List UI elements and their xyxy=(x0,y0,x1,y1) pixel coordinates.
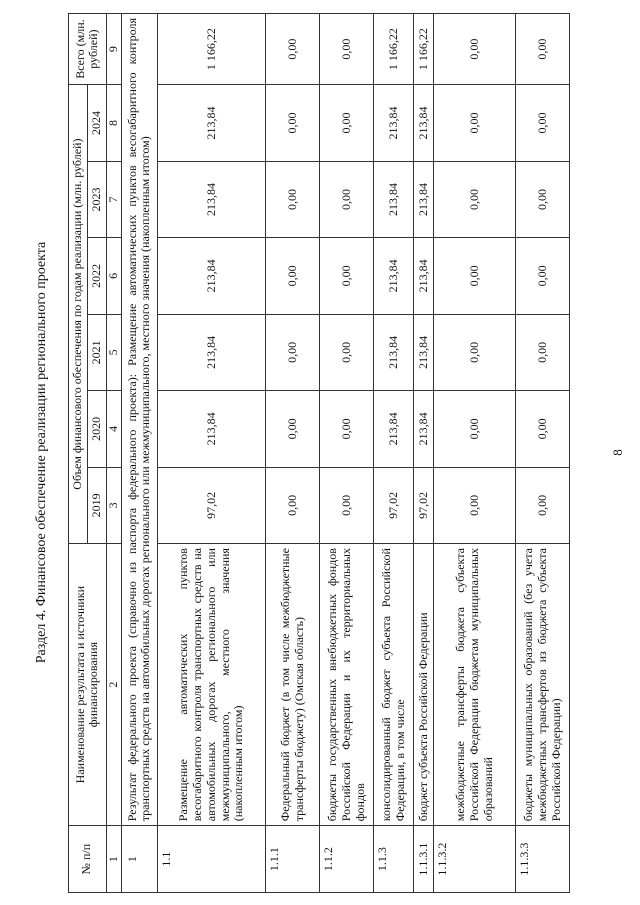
row-value: 0,00 xyxy=(516,391,570,467)
header-year: 2024 xyxy=(87,85,106,162)
row-index: 1.1 xyxy=(158,826,266,893)
row-value: 0,00 xyxy=(434,238,516,314)
row-value: 213,84 xyxy=(414,85,434,162)
row-index: 1.1.1 xyxy=(266,826,320,893)
row-total: 1 166,22 xyxy=(374,14,414,85)
financing-table xyxy=(68,13,570,893)
row-value: 0,00 xyxy=(320,85,374,162)
page-number: 8 xyxy=(610,449,625,456)
row-value: 0,00 xyxy=(434,391,516,467)
row-value: 0,00 xyxy=(266,161,320,237)
row-value: 0,00 xyxy=(516,85,570,162)
row-index: 1.1.3 xyxy=(374,826,414,893)
row-value: 0,00 xyxy=(320,161,374,237)
row-name: консолидированный бюджет субъекта Российской Федерации, в том числе xyxy=(374,544,414,826)
header-volume-group: Объем финансового обеспечения по годам реализации (млн. рублей) xyxy=(69,85,88,544)
federal-result-text: Результат федерального проекта (справочно из паспорта федерального проекта): Размещение автоматических пунктов весогабаритного контроля транспортных средств на автомобильных дорогах регионального или межмуниципального, местного значения (накопленным итогом) xyxy=(121,14,158,826)
row-value: 213,84 xyxy=(158,85,266,162)
row-value: 213,84 xyxy=(158,314,266,390)
table-row xyxy=(266,14,320,893)
row-value: 0,00 xyxy=(320,467,374,543)
row-value: 213,84 xyxy=(158,238,266,314)
header-index: № п/п xyxy=(69,826,107,893)
column-number: 6 xyxy=(106,238,121,314)
column-number: 7 xyxy=(106,161,121,237)
row-index: 1.1.3.2 xyxy=(434,826,516,893)
row-value: 213,84 xyxy=(414,161,434,237)
header-year: 2020 xyxy=(87,391,106,467)
row-value: 213,84 xyxy=(414,314,434,390)
row-name: Федеральный бюджет (в том числе межбюджетные трансферты бюджету) (Омская область) xyxy=(266,544,320,826)
row-value: 0,00 xyxy=(266,391,320,467)
column-number: 5 xyxy=(106,314,121,390)
row-value: 213,84 xyxy=(158,161,266,237)
row-value: 0,00 xyxy=(516,314,570,390)
row-total: 1 166,22 xyxy=(414,14,434,85)
row-value: 213,84 xyxy=(374,391,414,467)
row-total: 1 166,22 xyxy=(158,14,266,85)
row-value: 0,00 xyxy=(266,314,320,390)
row-name: бюджеты государственных внебюджетных фондов Российской Федерации и их территориальных фондов xyxy=(320,544,374,826)
row-value: 97,02 xyxy=(414,467,434,543)
row-value: 97,02 xyxy=(374,467,414,543)
table-row xyxy=(158,14,266,893)
column-number: 8 xyxy=(106,85,121,162)
row-value: 0,00 xyxy=(320,391,374,467)
header-name: Наименование результата и источники финансирования xyxy=(69,544,107,826)
table-row xyxy=(374,14,414,893)
row-value: 0,00 xyxy=(516,238,570,314)
column-number: 2 xyxy=(106,544,121,826)
row-value: 0,00 xyxy=(320,238,374,314)
row-name: межбюджетные трансферты бюджета субъекта Российской Федерации бюджетам муниципальных образований xyxy=(434,544,516,826)
row-value: 0,00 xyxy=(434,161,516,237)
row-value: 0,00 xyxy=(516,161,570,237)
column-number: 4 xyxy=(106,391,121,467)
row-value: 0,00 xyxy=(266,238,320,314)
row-value: 0,00 xyxy=(516,467,570,543)
header-total: Всего (млн. рублей) xyxy=(69,14,107,85)
row-total: 0,00 xyxy=(434,14,516,85)
row-name: бюджет субъекта Российской Федерации xyxy=(414,544,434,826)
row-total: 0,00 xyxy=(266,14,320,85)
row-name: бюджеты муниципальных образований (без учета межбюджетных трансфертов из бюджета субъекта Российской Федерации) xyxy=(516,544,570,826)
row-total: 0,00 xyxy=(320,14,374,85)
table-row xyxy=(434,14,516,893)
row-value: 97,02 xyxy=(158,467,266,543)
row-name: Размещение автоматических пунктов весогабаритного контроля транспортных средств на автомобильных дорогах регионального или межмуниципального, местного значения (накопленным итогом) xyxy=(158,544,266,826)
row-value: 213,84 xyxy=(414,391,434,467)
header-year: 2021 xyxy=(87,314,106,390)
row-value: 0,00 xyxy=(266,467,320,543)
table-row xyxy=(320,14,374,893)
header-year: 2019 xyxy=(87,467,106,543)
row-value: 213,84 xyxy=(374,161,414,237)
row-index: 1.1.3.3 xyxy=(516,826,570,893)
row-total: 0,00 xyxy=(516,14,570,85)
row-value: 213,84 xyxy=(414,238,434,314)
federal-result-index: 1 xyxy=(121,826,158,893)
column-number: 1 xyxy=(106,826,121,893)
row-index: 1.1.3.1 xyxy=(414,826,434,893)
row-index: 1.1.2 xyxy=(320,826,374,893)
row-value: 213,84 xyxy=(374,238,414,314)
row-value: 0,00 xyxy=(434,314,516,390)
section-title: Раздел 4. Финансовое обеспечение реализации регионального проекта xyxy=(34,241,49,664)
column-number: 9 xyxy=(106,14,121,85)
row-value: 213,84 xyxy=(374,85,414,162)
row-value: 0,00 xyxy=(266,85,320,162)
row-value: 213,84 xyxy=(158,391,266,467)
column-number: 3 xyxy=(106,467,121,543)
header-year: 2023 xyxy=(87,161,106,237)
row-value: 213,84 xyxy=(374,314,414,390)
table-row xyxy=(516,14,570,893)
row-value: 0,00 xyxy=(320,314,374,390)
row-value: 0,00 xyxy=(434,467,516,543)
row-value: 0,00 xyxy=(434,85,516,162)
header-year: 2022 xyxy=(87,238,106,314)
table-row xyxy=(414,14,434,893)
